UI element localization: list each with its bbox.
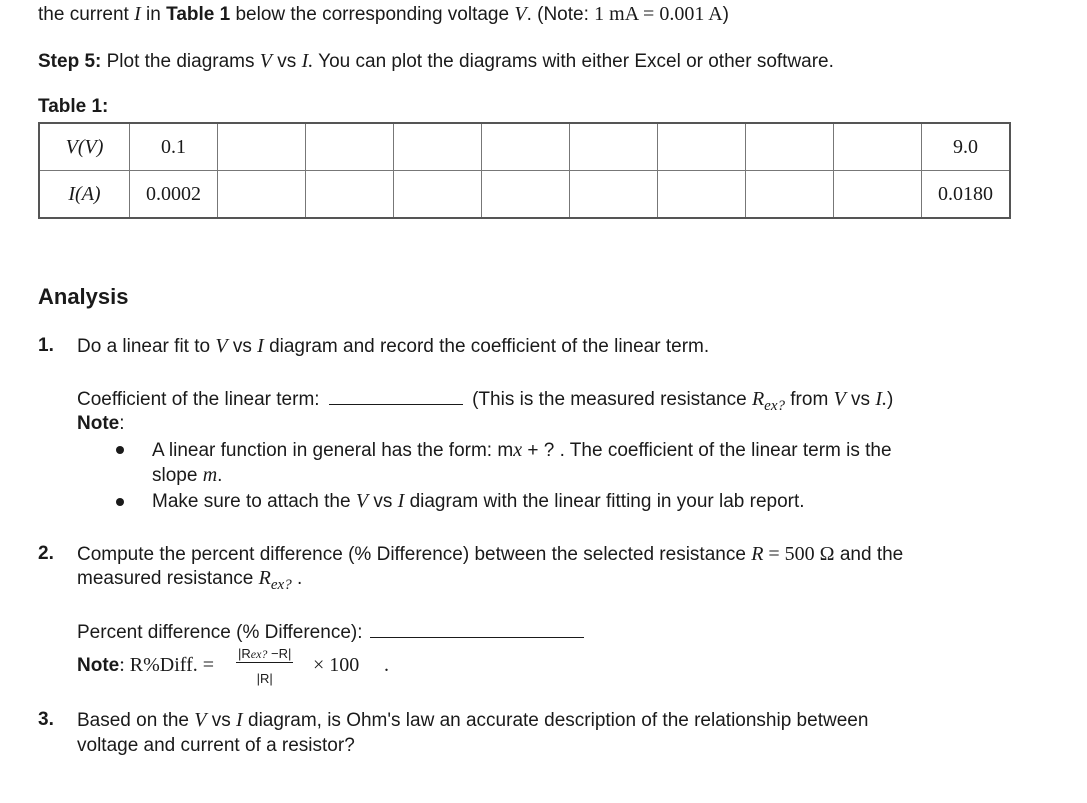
question-2-text: Compute the percent difference (% Difference) between the selected resistance R = 500 Ω and the (77, 543, 904, 565)
coefficient-answer-field[interactable] (329, 386, 463, 405)
table-cell[interactable] (746, 171, 834, 219)
table-cell: 9.0 (922, 123, 1011, 171)
table-cell[interactable] (306, 171, 394, 219)
question-number: 2. (38, 543, 54, 564)
percent-difference-line (77, 619, 584, 644)
data-table (38, 122, 1011, 219)
question-2-text-cont: measured resistance $R_{ex?}$ . (77, 567, 303, 593)
question-3-text: Based on the V vs I diagram, is Ohm's law an accurate description of the relationship between (77, 709, 869, 731)
times-hundred: × 100 (313, 654, 360, 676)
percent-difference-fraction (236, 646, 293, 686)
fraction-denominator: |R| (256, 671, 273, 686)
table-cell: 0.0180 (922, 171, 1011, 219)
row-header-voltage: V(V) (39, 123, 130, 171)
percent-difference-answer-field[interactable] (370, 619, 584, 638)
table-reference: Table 1 (166, 4, 231, 25)
table-row-current (39, 171, 1010, 219)
table-title: Table 1: (38, 96, 109, 117)
formula-period: . (384, 654, 389, 676)
bullet-icon (116, 498, 124, 506)
row-header-current: I(A) (39, 171, 130, 219)
bullet-linear-form-cont: slope m. (152, 464, 223, 486)
table-cell[interactable] (482, 171, 570, 219)
question-3-text-cont: voltage and current of a resistor? (77, 735, 355, 756)
question-1-text: Do a linear fit to V vs I diagram and record the coefficient of the linear term. (77, 335, 710, 357)
bullet-linear-form: A linear function in general has the form: mx + ? . The coefficient of the linear term is the (152, 439, 892, 461)
table-cell[interactable] (482, 123, 570, 171)
table-cell: 0.0002 (130, 171, 218, 219)
table-cell[interactable] (834, 123, 922, 171)
table-cell[interactable] (658, 171, 746, 219)
step-5: Step 5: Plot the diagrams V vs I. You can plot the diagrams with either Excel or other software. (38, 50, 834, 72)
coefficient-line: Coefficient of the linear term: (This is the measured resistance $R_{ex?}$ from V vs I.) (77, 388, 894, 414)
table-cell[interactable] (306, 123, 394, 171)
table-cell[interactable] (394, 171, 482, 219)
note-label: Note: (77, 413, 125, 434)
question-number: 1. (38, 335, 54, 356)
percent-difference-label: Percent difference (% Difference): (77, 622, 363, 643)
table-row-voltage (39, 123, 1010, 171)
question-number: 3. (38, 709, 54, 730)
formula-note: Note: R%Diff. = (77, 654, 215, 676)
analysis-heading: Analysis (38, 284, 129, 309)
table-cell[interactable] (570, 123, 658, 171)
table-cell[interactable] (218, 123, 306, 171)
table-cell[interactable] (394, 123, 482, 171)
table-cell[interactable] (746, 123, 834, 171)
bullet-icon (116, 446, 124, 454)
table-cell: 0.1 (130, 123, 218, 171)
bullet-attach-diagram: Make sure to attach the V vs I diagram with the linear fitting in your lab report. (152, 490, 805, 512)
table-cell[interactable] (834, 171, 922, 219)
coefficient-label: Coefficient of the linear term: (77, 389, 320, 410)
step-label: Step 5: (38, 51, 102, 72)
table-cell[interactable] (570, 171, 658, 219)
intro-line: the current I in Table 1 below the corresponding voltage V. (Note: 1 mA = 0.001 A) (38, 3, 729, 25)
table-cell[interactable] (218, 171, 306, 219)
table-cell[interactable] (658, 123, 746, 171)
fraction-numerator: |Rex? −R| (238, 646, 292, 661)
